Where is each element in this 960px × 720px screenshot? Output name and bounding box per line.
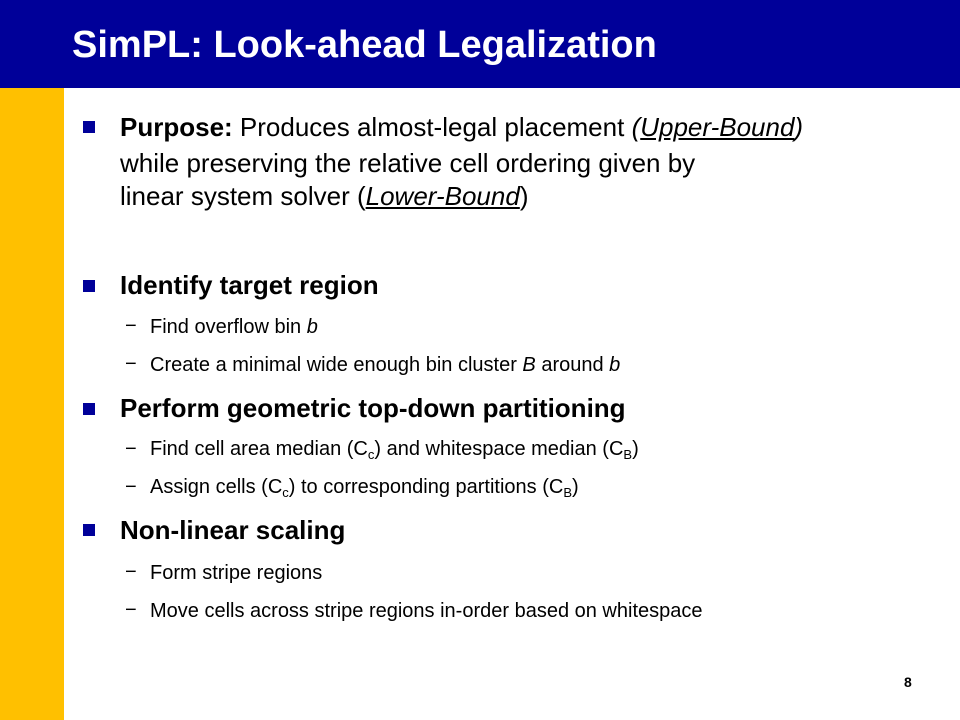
sub-find-medians: Find cell area median $(C_c)$ and whitespace median $(C_B)$: [150, 438, 639, 462]
dash-icon: −: [125, 353, 137, 375]
bullet-square-icon: [83, 524, 95, 536]
side-accent-bar: [0, 88, 64, 720]
bullet-square-icon: [83, 121, 95, 133]
purpose-line-3: linear system solver (Lower-Bound): [120, 181, 529, 211]
bullet-square-icon: [83, 280, 95, 292]
dash-icon: −: [125, 438, 137, 460]
bullet-identify-target-region: Identify target region: [120, 270, 379, 300]
bullet-square-icon: [83, 403, 95, 415]
page-number: 8: [904, 674, 912, 690]
lower-bound-term: Lower-Bound: [365, 181, 520, 211]
sub-move-cells: Move cells across stripe regions in-order based on whitespace: [150, 600, 703, 622]
dash-icon: −: [125, 476, 137, 498]
bullet-non-linear-scaling: Non-linear scaling: [120, 515, 346, 545]
sub-find-overflow-bin: Find overflow bin b: [150, 316, 318, 338]
bullet-geometric-partitioning: Perform geometric top-down partitioning: [120, 393, 626, 423]
dash-icon: −: [125, 599, 137, 621]
dash-icon: −: [125, 561, 137, 583]
purpose-label: Purpose:: [120, 112, 233, 142]
sub-assign-cells: Assign cells $(C_c)$ to corresponding partitions $(C_B)$: [150, 476, 579, 500]
slide-title: SimPL: Look-ahead Legalization: [72, 24, 657, 66]
sub-create-bin-cluster: Create a minimal wide enough bin cluster B around b: [150, 354, 621, 376]
upper-bound-term: Upper-Bound: [640, 112, 795, 142]
purpose-line-2: while preserving the relative cell ordering given by: [120, 148, 696, 178]
purpose-line-1: Purpose: Produces almost-legal placement (Upper-Bound): [120, 112, 804, 142]
dash-icon: −: [125, 315, 137, 337]
sub-form-stripe-regions: Form stripe regions: [150, 562, 323, 584]
